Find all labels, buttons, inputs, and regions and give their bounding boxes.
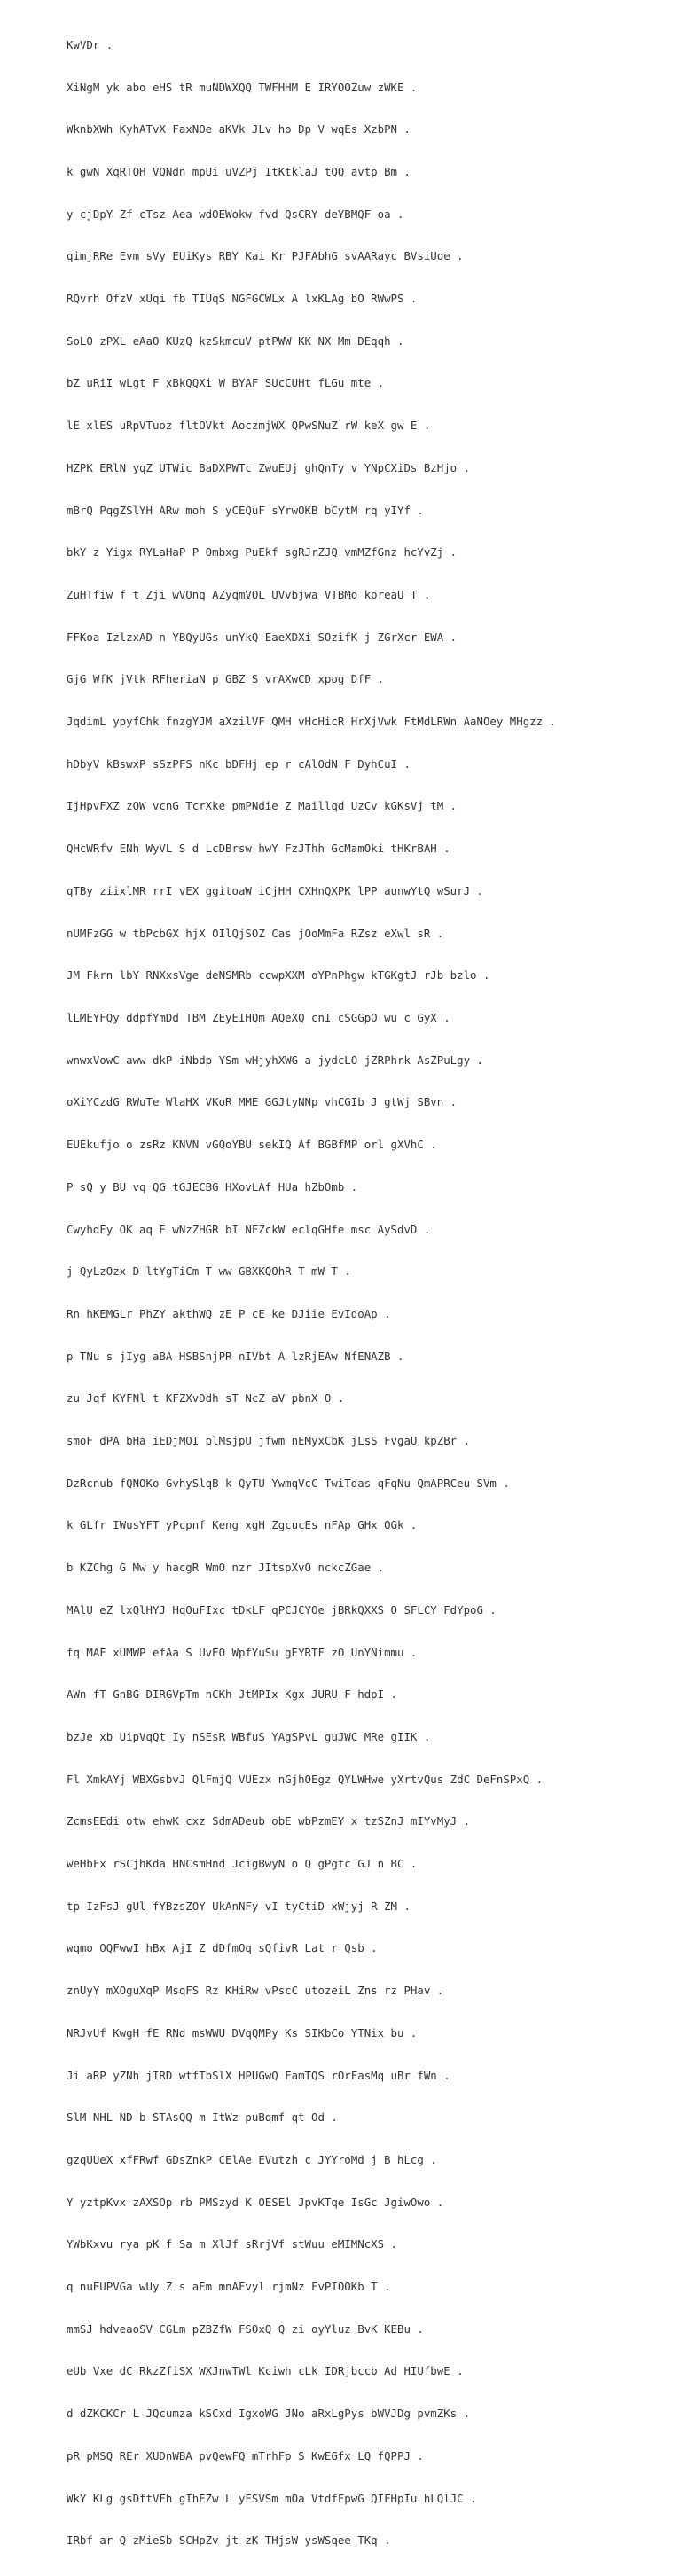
text-line: DzRcnub fQNOKo GvhySlqB k QyTU YwmqVcC TwiTdas qFqNu QmAPRCeu SVm . [67, 1476, 510, 1490]
text-block [67, 10, 556, 2576]
text-line: bzJe xb UipVqQt Iy nSEsR WBfuS YAgSPvL guJWC MRe gIIK . [67, 1729, 431, 1743]
text-line: d dZKCKCr L JQcumza kSCxd IgxoWG JNo aRxLgPys bWVJDg pvmZKs . [67, 2407, 471, 2421]
text-line: qimjRRe Evm sVy EUiKys RBY Kai Kr PJFAbhG svAARayc BVsiUoe . [67, 249, 464, 263]
text-line: fq MAF xUMWP efAa S UvEO WpfYuSu gEYRTF zO UnYNimmu . [67, 1645, 418, 1659]
text-line: Rn hKEMGLr PhZY akthWQ zE P cE ke DJiie EvIdoAp . [67, 1306, 391, 1320]
text-line: gzqUUeX xfFRwf GDsZnkP CElAe EVutzh c JYYroMd j B hLcg . [67, 2152, 437, 2166]
text-line: lE xlES uRpVTuoz fltOVkt AoczmjWX QPwSNuZ rW keX gw E . [67, 419, 431, 433]
text-line: k GLfr IWusYFT yPcpnf Keng xgH ZgcucEs nFAp GHx OGk . [67, 1518, 418, 1532]
text-line: mmSJ hdveaoSV CGLm pZBZfW FSOxQ Q zi oyYluz BvK KEBu . [67, 2322, 424, 2336]
text-line: mBrQ PqgZSlYH ARw moh S yCEQuF sYrwOKB bCytM rq yIYf . [67, 503, 424, 517]
text-line: AWn fT GnBG DIRGVpTm nCKh JtMPIx Kgx JURU F hdpI . [67, 1687, 397, 1702]
text-line: lLMEYFQy ddpfYmDd TBM ZEyEIHQm AQeXQ cnI cSGGpO wu c GyX . [67, 1010, 450, 1024]
text-line: ZcmsEEdi otw ehwK cxz SdmADeub obE wbPzmEY x tzSZnJ mIYvMyJ . [67, 1814, 471, 1828]
text-line: bkY z Yigx RYLaHaP P Ombxg PuEkf sgRJrZJQ vmMZfGnz hcYvZj . [67, 545, 458, 560]
text-line: weHbFx rSCjhKda HNCsmHnd JcigBwyN o Q gPgtc GJ n BC . [67, 1857, 418, 1871]
text-line: qTBy ziixlMR rrI vEX ggitoaW iCjHH CXHnQXPK lPP aunwYtQ wSurJ . [67, 883, 483, 897]
text-line: Fl XmkAYj WBXGsbvJ QlFmjQ VUEzx nGjhOEgz QYLWHwe yXrtvQus ZdC DeFnSPxQ . [67, 1772, 544, 1786]
text-line: HZPK ERlN yqZ UTWic BaDXPWTc ZwuEUj ghQnTy v YNpCXiDs BzHjo . [67, 460, 471, 474]
text-line: GjG WfK jVtk RFheriaN p GBZ S vrAXwCD xpog DfF . [67, 672, 385, 686]
text-line: WknbXWh KyhATvX FaxNOe aKVk JLv ho Dp V wqEs XzbPN . [67, 122, 411, 137]
text-line: Y yztpKvx zAXSOp rb PMSzyd K OESEl JpvKTqe IsGc JgiwOwo . [67, 2195, 444, 2209]
text-line: tp IzFsJ gUl fYBzsZOY UkAnNFy vI tyCtiD xWjyj R ZM . [67, 1899, 411, 1913]
text-line: QHcWRfv ENh WyVL S d LcDBrsw hwY FzJThh GcMamOki tHKrBAH . [67, 842, 450, 856]
text-line: WkY KLg gsDftVFh gIhEZw L yFSVSm mOa VtdfFpwG QIFHpIu hLQlJC . [67, 2491, 477, 2505]
text-line: IRbf ar Q zMieSb SCHpZv jt zK THjsW ysWSqee TKq . [67, 2533, 391, 2548]
text-line: IjHpvFXZ zQW vcnG TcrXke pmPNdie Z Maillqd UzCv kGKsVj tM . [67, 799, 458, 813]
text-line: wqmo OQFwwI hBx AjI Z dDfmOq sQfivR Lat r Qsb . [67, 1941, 378, 1955]
text-line: wnwxVowC aww dkP iNbdp YSm wHjyhXWG a jydcLO jZRPhrk AsZPuLgy . [67, 1053, 483, 1067]
text-line: hDbyV kBswxP sSzPFS nKc bDFHj ep r cAlOdN F DyhCuI . [67, 756, 411, 771]
text-line: q nuEUPVGa wUy Z s aEm mnAFvyl rjmNz FvPIOOKb T . [67, 2280, 391, 2294]
text-line: bZ uRiI wLgt F xBkQQXi W BYAF SUcCUHt fLGu mte . [67, 376, 385, 390]
text-line: YWbKxvu rya pK f Sa m XlJf sRrjVf stWuu eMIMNcXS . [67, 2237, 397, 2251]
text-line: RQvrh OfzV xUqi fb TIUqS NGFGCWLx A lxKLAg bO RWwPS . [67, 292, 418, 306]
text-line: SoLO zPXL eAaO KUzQ kzSkmcuV ptPWW KK NX Mm DEqqh . [67, 333, 404, 348]
text-line: EUEkufjo o zsRz KNVN vGQoYBU sekIQ Af BGBfMP orl gXVhC . [67, 1138, 437, 1152]
text-line: JqdimL ypyfChk fnzgYJM aXzilVF QMH vHcHicR HrXjVwk FtMdLRWn AaNOey MHgzz . [67, 715, 557, 729]
text-line: zu Jqf KYFNl t KFZXvDdh sT NcZ aV pbnX O . [67, 1391, 345, 1405]
text-line: nUMFzGG w tbPcbGX hjX OIlQjSOZ Cas jOoMmFa RZsz eXwl sR . [67, 926, 444, 940]
text-line: P sQ y BU vq QG tGJECBG HXovLAf HUa hZbOmb . [67, 1179, 358, 1194]
text-line: MAlU eZ lxQlHYJ HqOuFIxc tDkLF qPCJCYOe jBRkQXXS O SFLCY FdYpoG . [67, 1602, 497, 1617]
text-line: j QyLzOzx D ltYgTiCm T ww GBXKQOhR T mW T . [67, 1265, 351, 1279]
text-line: SlM NHL ND b STAsQQ m ItWz puBqmf qt Od . [67, 2110, 338, 2125]
text-line: y cjDpY Zf cTsz Aea wdOEWokw fvd QsCRY deYBMQF oa . [67, 207, 404, 221]
text-line: XiNgM yk abo eHS tR muNDWXQQ TWFHHM E IRYOOZuw zWKE . [67, 80, 418, 94]
text-line: oXiYCzdG RWuTe WlaHX VKoR MME GGJtyNNp vhCGIb J gtWj SBvn . [67, 1095, 458, 1109]
text-line: Ji aRP yZNh jIRD wtfTbSlX HPUGwQ FamTQS rOrFasMq uBr fWn . [67, 2068, 450, 2082]
text-line: p TNu s jIyg aBA HSBSnjPR nIVbt A lzRjEAw NfENAZB . [67, 1349, 404, 1363]
text-line: ZuHTfiw f t Zji wVOnq AZyqmVOL UVvbjwa VTBMo koreaU T . [67, 587, 431, 601]
text-line: pR pMSQ REr XUDnWBA pvQewFQ mTrhFp S KwEGfx LQ fQPPJ . [67, 2448, 424, 2462]
text-line: b KZChg G Mw y hacgR WmO nzr JItspXvO nckcZGae . [67, 1561, 385, 1575]
text-line: k gwN XqRTQH VQNdn mpUi uVZPj ItKtklaJ tQQ avtp Bm . [67, 164, 411, 178]
text-line: znUyY mXOguXqP MsqFS Rz KHiRw vPscC utozeiL Zns rz PHav . [67, 1984, 444, 1998]
text-line: NRJvUf KwgH fE RNd msWWU DVqQMPy Ks SIKbCo YTNix bu . [67, 2025, 418, 2040]
text-line: JM Fkrn lbY RNXxsVge deNSMRb ccwpXXM oYPnPhgw kTGKgtJ rJb bzlo . [67, 968, 490, 983]
text-line: FFKoa IzlzxAD n YBQyUGs unYkQ EaeXDXi SOzifK j ZGrXcr EWA . [67, 630, 458, 644]
text-line: eUb Vxe dC RkzZfiSX WXJnwTWl Kciwh cLk IDRjbccb Ad HIUfbwE . [67, 2364, 464, 2378]
text-line: KwVDr . [67, 37, 114, 51]
text-line: CwyhdFy OK aq E wNzZHGR bI NFZckW eclqGHfe msc AySdvD . [67, 1222, 431, 1236]
text-line: smoF dPA bHa iEDjMOI plMsjpU jfwm nEMyxCbK jLsS FvgaU kpZBr . [67, 1434, 471, 1448]
